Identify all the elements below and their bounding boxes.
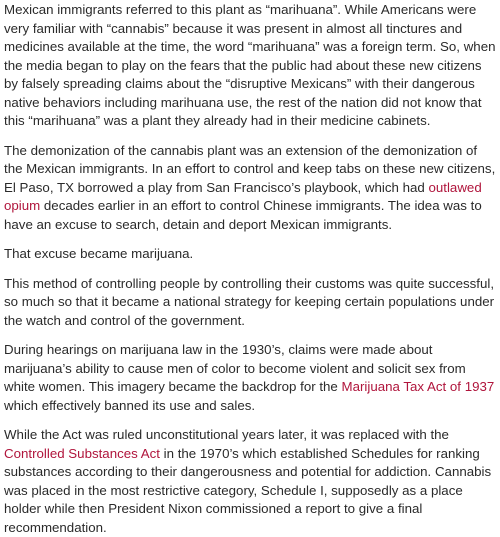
- paragraph-hearings: [4, 341, 496, 415]
- paragraph-text: which effectively banned its use and sales.: [4, 397, 256, 413]
- paragraph-text: While the Act was ruled unconstitutional years later, it was replaced with the: [4, 427, 449, 442]
- paragraph-text: During hearings on marijuana law in the 1930’s, claims were made about marijuana’s ability to cause men of color to become violent and solicit sex from white women. This imagery became the backdrop for the: [4, 342, 466, 394]
- paragraph-text: decades earlier in an effort to control Chinese immigrants. The idea was to have an excuse to search, detain and deport Mexican immigrants.: [4, 198, 482, 232]
- paragraph-national-strategy: This method of controlling people by controlling their customs was quite successful, so much so that it became a national strategy for keeping certain populations under the watch and control of the government.: [4, 275, 495, 328]
- paragraph-excuse: That excuse became marijuana.: [4, 246, 194, 261]
- controlled-substances-act-link[interactable]: Controlled Substances Act: [4, 445, 160, 461]
- paragraph-text: in the 1970’s which established Schedules for ranking substances according to their dangerousness and potential for addiction. Cannabis was placed in the most restrictive category, Schedule I, supposedly as a place holder while then President Nixon commissioned a report to give a final recommendation.: [4, 445, 492, 535]
- paragraph-text: The demonization of the cannabis plant was an extension of the demonization of the Mexican immigrants. In an effort to control and keep tabs on these new citizens, El Paso, TX borrowed a play from San Francisco’s playbook, which had: [4, 142, 496, 195]
- outlawed-opium-link[interactable]: outlawed opium: [4, 179, 482, 213]
- paragraph-demonization: [4, 142, 496, 235]
- paragraph-marihuana-term: Mexican immigrants referred to this plant as “marihuana”. While Americans were very familiar with “cannabis” because it was present in almost all tinctures and medicines available at the time, the word “marihuana” was a foreign term. So, when the media began to play on the fears that the public had about these new citizens by falsely spreading claims about the “disruptive Mexicans” with their dangerous native behaviors including marihuana use, the rest of the nation did not know that this “marihuana” was a plant they already had in their medicine cabinets.: [4, 2, 496, 128]
- paragraph-controlled-substances: [4, 426, 496, 537]
- marijuana-tax-act-link[interactable]: Marijuana Tax Act of 1937: [341, 379, 495, 394]
